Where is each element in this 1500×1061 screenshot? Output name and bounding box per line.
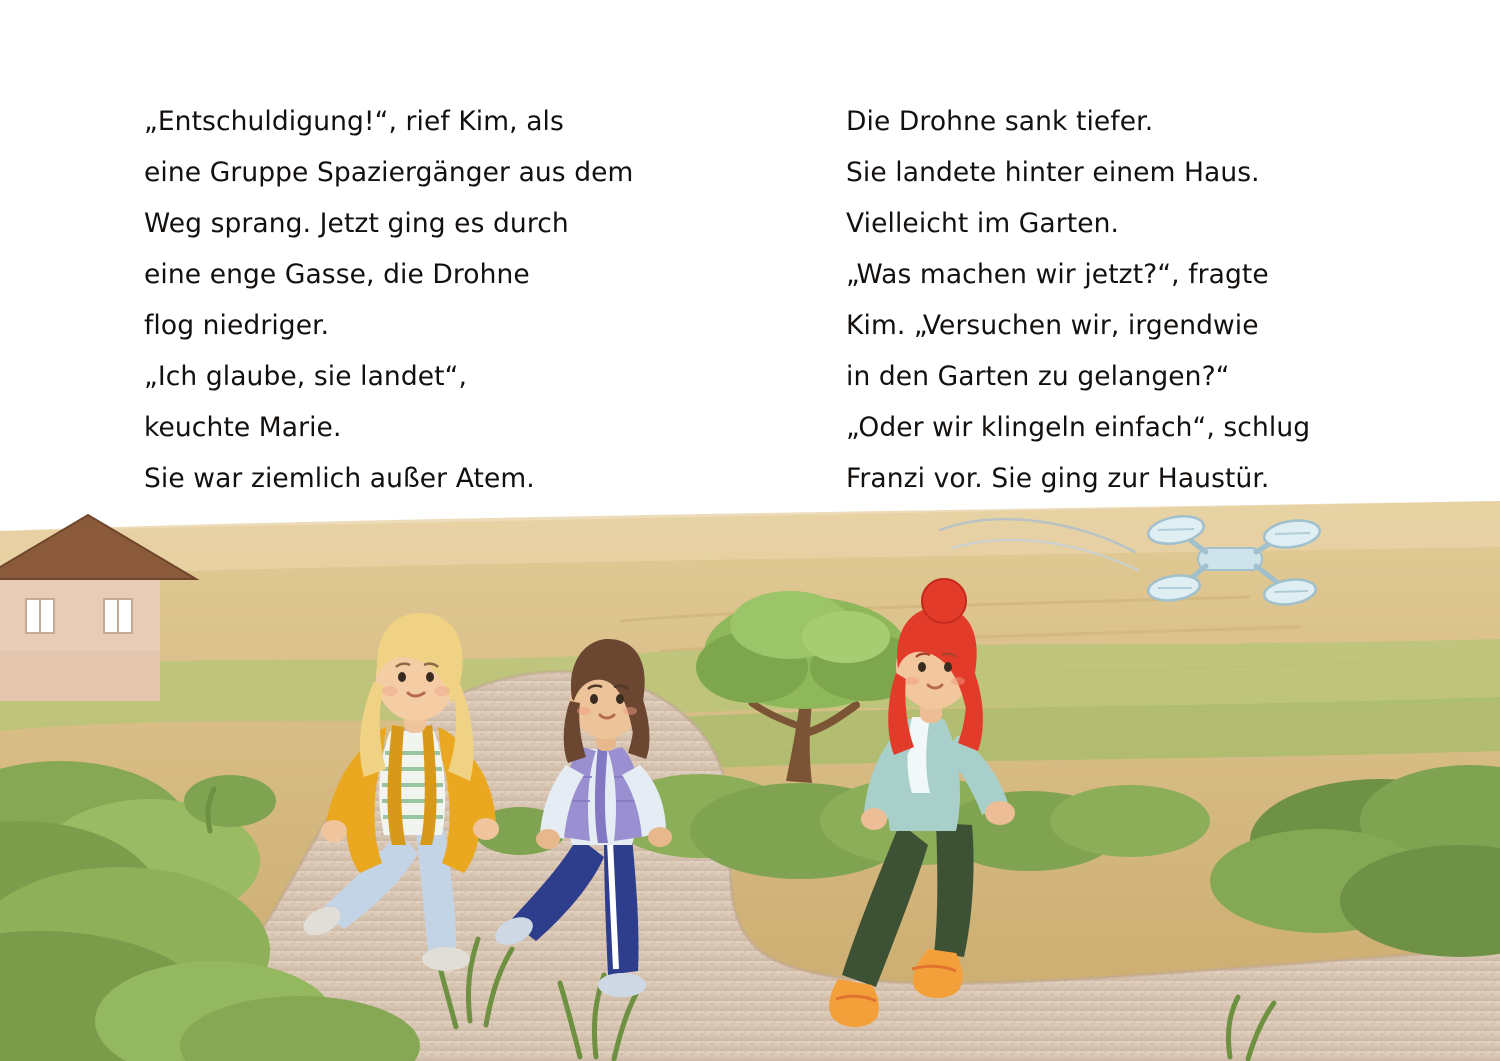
text-column-left	[144, 96, 764, 504]
text-line: eine Gruppe Spaziergänger aus dem	[144, 157, 634, 188]
story-text	[0, 96, 1500, 516]
text-line: Die Drohne sank tiefer.	[846, 106, 1154, 137]
text-line: „Entschuldigung!“, rief Kim, als	[144, 106, 564, 137]
text-column-right	[846, 96, 1466, 504]
text-line: „Ich glaube, sie landet“,	[144, 361, 467, 392]
text-line: Kim. „Versuchen wir, irgendwie	[846, 310, 1259, 341]
text-line: Sie war ziemlich außer Atem.	[144, 463, 535, 494]
text-line: in den Garten zu gelangen?“	[846, 361, 1230, 392]
text-line: flog niedriger.	[144, 310, 330, 341]
text-line: „Oder wir klingeln einfach“, schlug	[846, 412, 1311, 443]
text-line: Vielleicht im Garten.	[846, 208, 1120, 239]
text-line: „Was machen wir jetzt?“, fragte	[846, 259, 1269, 290]
text-line: Weg sprang. Jetzt ging es durch	[144, 208, 569, 239]
drone-illustration	[930, 500, 1410, 640]
text-line: keuchte Marie.	[144, 412, 342, 443]
text-line: Franzi vor. Sie ging zur Haustür.	[846, 463, 1270, 494]
text-line: eine enge Gasse, die Drohne	[144, 259, 530, 290]
text-line: Sie landete hinter einem Haus.	[846, 157, 1260, 188]
